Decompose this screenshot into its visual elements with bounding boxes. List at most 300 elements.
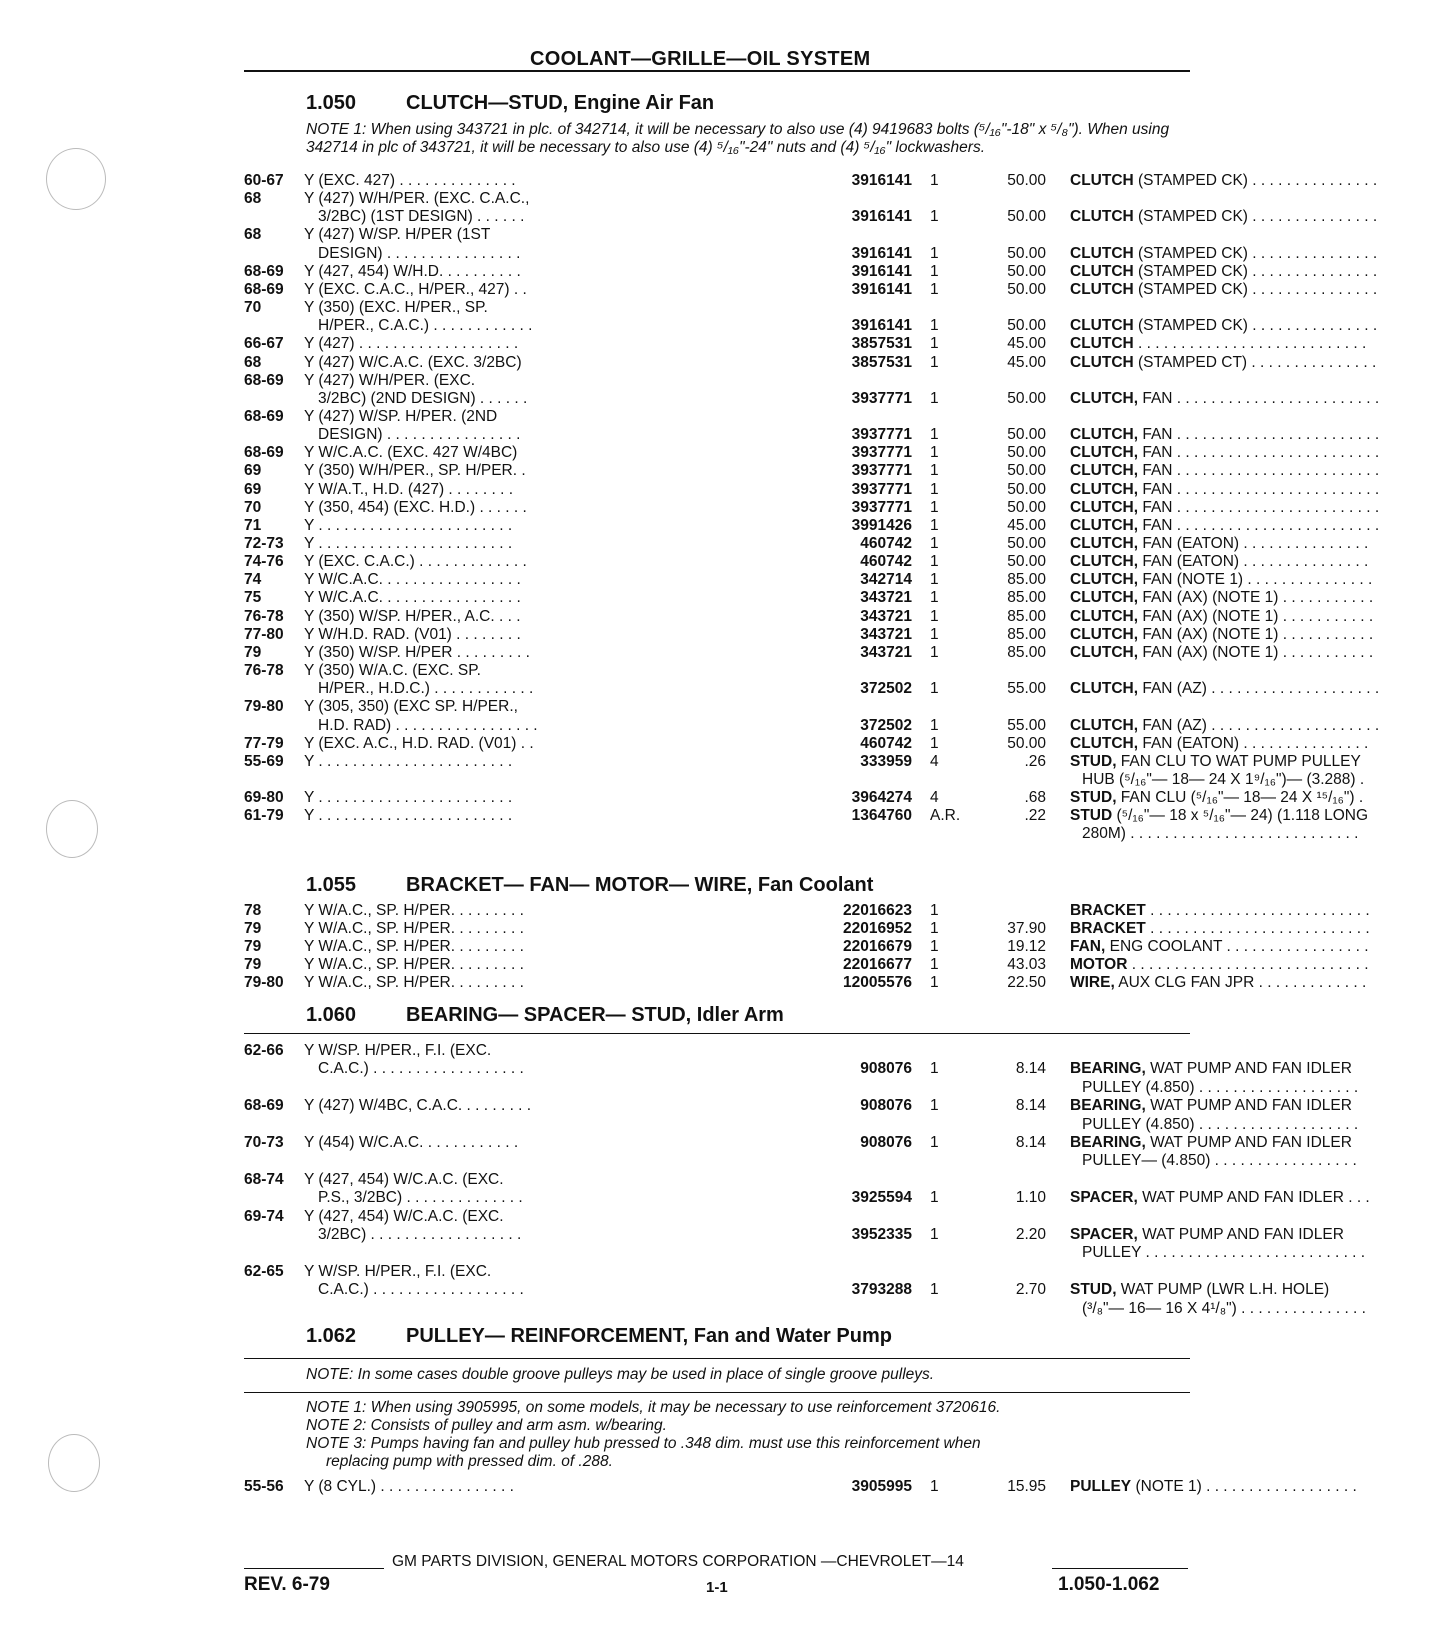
part-name-cont: 280M) . . . . . . . . . . . . . . . . . . . . . . . . . . . <box>1082 825 1359 843</box>
part-name-detail: WAT PUMP AND FAN IDLER <box>1145 1097 1352 1115</box>
parts-row <box>244 1134 1352 1153</box>
application-description: Y (427) W/H/PER. (EXC. <box>304 371 476 389</box>
footer-rule-right <box>1052 1568 1188 1569</box>
quantity: 1 <box>930 426 939 444</box>
footer-rule-left <box>244 1568 384 1569</box>
part-name-detail: FAN CLU (⁵/₁₆"— 18— 24 X ¹⁵/₁₆") . <box>1116 789 1364 807</box>
part-name <box>1070 535 1436 553</box>
price: .22 <box>1024 807 1046 825</box>
parts-row <box>244 571 1373 590</box>
model-years: 55-56 <box>244 1478 284 1495</box>
price: 50.00 <box>1007 280 1046 298</box>
part-name-detail: FAN . . . . . . . . . . . . . . . . . . . . . . . . <box>1138 498 1380 516</box>
price: 50.00 <box>1007 208 1046 226</box>
part-name-keyword: BRACKET <box>1070 920 1146 938</box>
part-number: 3916141 <box>851 317 912 335</box>
price: .26 <box>1024 752 1046 770</box>
price: 85.00 <box>1007 571 1046 589</box>
parts-row <box>244 1078 1359 1098</box>
part-name <box>1070 1189 1436 1207</box>
application-description: Y (350) (EXC. H/PER., SP. <box>304 299 488 317</box>
quantity: 1 <box>930 716 939 734</box>
application-description: Y (EXC. C.A.C., H/PER., 427) . . <box>304 280 527 298</box>
application-description-cont: 3/2BC) . . . . . . . . . . . . . . . . . . <box>318 1226 522 1243</box>
section-1062-rule-a <box>244 1358 1190 1359</box>
model-years: 79 <box>244 938 262 956</box>
quantity: 1 <box>930 956 939 974</box>
part-name-detail: FAN (AX) (NOTE 1) . . . . . . . . . . . <box>1138 589 1374 607</box>
part-name-keyword: CLUTCH, <box>1070 444 1139 462</box>
part-name-keyword: CLUTCH <box>1070 280 1134 298</box>
part-name-keyword: CLUTCH, <box>1070 389 1139 407</box>
part-number: 12005576 <box>843 974 912 992</box>
part-name-keyword: CLUTCH, <box>1070 462 1139 480</box>
quantity: 1 <box>930 444 939 462</box>
application-description-cont: H/PER., H.D.C.) . . . . . . . . . . . . <box>318 680 534 698</box>
part-number: 343721 <box>860 643 912 661</box>
model-years: 61-79 <box>244 807 284 825</box>
model-years: 68-69 <box>244 371 284 389</box>
part-name-keyword: PULLEY <box>1070 1478 1132 1495</box>
part-number: 3964274 <box>851 789 912 807</box>
parts-row <box>244 1226 1344 1245</box>
part-name <box>1070 390 1436 408</box>
quantity: 1 <box>930 974 939 992</box>
part-number: 460742 <box>860 553 912 571</box>
part-number: 3916141 <box>851 280 912 298</box>
parts-row <box>244 1115 1359 1135</box>
part-name-keyword: CLUTCH, <box>1070 553 1139 571</box>
application-description: Y W/SP. H/PER., F.I. (EXC. <box>304 1262 492 1280</box>
part-number: 3857531 <box>851 353 912 371</box>
section-number: 1.055 <box>306 874 357 896</box>
part-name-detail: (STAMPED CK) . . . . . . . . . . . . . . . <box>1133 244 1378 262</box>
part-name-keyword: STUD, <box>1070 1281 1117 1299</box>
part-name-keyword: CLUTCH, <box>1070 589 1139 607</box>
part-number: 372502 <box>860 680 912 698</box>
part-name <box>1070 1060 1436 1078</box>
part-number: 3937771 <box>851 444 912 462</box>
price: 50.00 <box>1007 389 1046 407</box>
model-years: 55-69 <box>244 752 284 770</box>
section-1062-rule-b <box>244 1392 1190 1393</box>
part-number: 908076 <box>860 1060 912 1078</box>
part-name-keyword: CLUTCH, <box>1070 607 1139 625</box>
part-number: 22016952 <box>843 920 912 938</box>
model-years: 75 <box>244 589 262 607</box>
application-description-cont: C.A.C.) . . . . . . . . . . . . . . . . . . <box>318 1060 524 1078</box>
parts-row <box>244 535 1369 554</box>
quantity: A.R. <box>930 807 961 825</box>
part-name-keyword: CLUTCH, <box>1070 571 1139 589</box>
part-number: 342714 <box>860 571 912 589</box>
part-number: 22016677 <box>843 956 912 974</box>
part-name-keyword: SPACER, <box>1070 1189 1138 1207</box>
parts-row <box>244 938 1369 957</box>
parts-row <box>244 498 1380 518</box>
application-description: Y (427) W/SP. H/PER. (2ND <box>304 407 498 425</box>
part-name-keyword: STUD, <box>1070 752 1117 770</box>
part-name <box>1070 1097 1436 1115</box>
model-years: 79 <box>244 643 262 661</box>
price: 85.00 <box>1007 643 1046 661</box>
parts-row <box>244 643 1374 663</box>
part-name-detail: . . . . . . . . . . . . . . . . . . . . . . . . . . <box>1145 920 1370 938</box>
model-years: 70 <box>244 299 262 317</box>
part-name-detail: . . . . . . . . . . . . . . . . . . . . . . . . . . . <box>1133 335 1367 353</box>
part-name-keyword: CLUTCH, <box>1070 498 1139 516</box>
part-name-detail: AUX CLG FAN JPR . . . . . . . . . . . . . <box>1114 974 1367 992</box>
part-name-detail: (STAMPED CK) . . . . . . . . . . . . . . . <box>1133 262 1378 280</box>
part-name-detail: FAN . . . . . . . . . . . . . . . . . . . . . . . . <box>1138 462 1380 480</box>
section-number: 1.062 <box>306 1325 357 1347</box>
application-description-cont: DESIGN) . . . . . . . . . . . . . . . . <box>318 244 521 262</box>
part-name-keyword: CLUTCH <box>1070 172 1134 189</box>
application-description: Y (350) W/SP. H/PER., A.C. . . . <box>304 607 521 625</box>
part-name <box>1070 938 1436 956</box>
price: 50.00 <box>1007 480 1046 498</box>
part-name <box>1070 317 1436 335</box>
quantity: 1 <box>930 480 939 498</box>
quantity: 4 <box>930 752 939 770</box>
part-number: 3937771 <box>851 389 912 407</box>
section-heading: CLUTCH—STUD, Engine Air Fan <box>406 92 715 114</box>
model-years: 74-76 <box>244 553 284 571</box>
part-name <box>1070 462 1436 480</box>
punch-hole-top <box>46 148 106 210</box>
part-name-keyword: CLUTCH, <box>1070 480 1139 498</box>
application-description-cont: 3/2BC) (2ND DESIGN) . . . . . . <box>318 389 528 407</box>
application-description: Y (305, 350) (EXC SP. H/PER., <box>304 698 518 716</box>
part-name-detail: FAN . . . . . . . . . . . . . . . . . . . . . . . . <box>1138 426 1380 444</box>
application-description: Y W/A.C., SP. H/PER. . . . . . . . . <box>304 974 524 992</box>
price: 2.70 <box>1015 1281 1046 1299</box>
model-years: 69-80 <box>244 789 284 807</box>
section-1050-note: NOTE 1: When using 343721 in plc. of 342714, it will be necessary to also use (4) 9419683 bolts (⁵/₁₆"-18" x ⁵/₈"). When using 342714 in plc of 343721, it will be necessary to also use (4) ⁵/₁₆"-24" nuts and (4) ⁵/₁₆" lockwashers. <box>306 121 1170 156</box>
model-years: 69 <box>244 462 262 480</box>
application-description: Y W/A.C., SP. H/PER. . . . . . . . . <box>304 920 524 938</box>
header-rule <box>244 70 1190 72</box>
part-name <box>1070 354 1436 372</box>
parts-row <box>244 589 1374 608</box>
model-years: 66-67 <box>244 335 284 353</box>
price: 50.00 <box>1007 426 1046 444</box>
application-description: Y W/A.C., SP. H/PER. . . . . . . . . <box>304 938 524 956</box>
part-name-detail: (STAMPED CK) . . . . . . . . . . . . . . . <box>1133 208 1378 226</box>
price: 15.95 <box>1007 1478 1046 1495</box>
price: .68 <box>1024 789 1046 807</box>
part-name-keyword: CLUTCH <box>1070 208 1134 226</box>
part-number: 343721 <box>860 625 912 643</box>
application-description: Y . . . . . . . . . . . . . . . . . . . . . . . <box>304 516 513 534</box>
model-years: 76-78 <box>244 662 284 680</box>
application-description: Y (427) . . . . . . . . . . . . . . . . . . . <box>304 335 519 353</box>
parts-row <box>244 226 1190 245</box>
model-years: 68-69 <box>244 262 284 280</box>
quantity: 1 <box>930 1478 939 1495</box>
parts-row <box>244 716 1380 736</box>
part-name-detail: FAN . . . . . . . . . . . . . . . . . . . . . . . . <box>1138 389 1380 407</box>
model-years: 76-78 <box>244 607 284 625</box>
part-name <box>1070 553 1436 571</box>
section-1050-title <box>306 92 714 115</box>
part-number: 372502 <box>860 716 912 734</box>
part-name-detail: FAN (EATON) . . . . . . . . . . . . . . . <box>1138 734 1369 752</box>
price: 19.12 <box>1007 938 1046 956</box>
punch-hole-middle <box>46 800 98 858</box>
quantity: 1 <box>930 1226 939 1243</box>
section-1062-note-general: NOTE: In some cases double groove pulleys may be used in place of single groove pulleys. <box>306 1366 935 1383</box>
part-name-keyword: BEARING, <box>1070 1097 1146 1115</box>
parts-row <box>244 662 1190 681</box>
part-number: 1364760 <box>851 807 912 825</box>
parts-row <box>244 789 1364 808</box>
part-name <box>1070 1281 1436 1299</box>
quantity: 1 <box>930 353 939 371</box>
parts-row <box>244 317 1378 336</box>
model-years: 72-73 <box>244 535 284 552</box>
section-heading: PULLEY— REINFORCEMENT, Fan and Water Pump <box>406 1325 892 1347</box>
parts-row <box>244 408 1190 427</box>
part-name-detail: (STAMPED CT) . . . . . . . . . . . . . . . <box>1133 353 1377 371</box>
application-description: Y (427) W/SP. H/PER (1ST <box>304 226 491 244</box>
application-description: Y . . . . . . . . . . . . . . . . . . . . . . . <box>304 752 513 770</box>
part-name-detail: FAN (AX) (NOTE 1) . . . . . . . . . . . <box>1138 625 1374 643</box>
application-description: Y (EXC. 427) . . . . . . . . . . . . . . <box>304 172 516 189</box>
model-years: 70-73 <box>244 1134 284 1151</box>
parts-row <box>244 752 1361 772</box>
model-years: 79-80 <box>244 698 284 716</box>
parts-row <box>244 426 1380 445</box>
price: 2.20 <box>1015 1226 1046 1243</box>
model-years: 69-74 <box>244 1207 284 1225</box>
application-description: Y W/H.D. RAD. (V01) . . . . . . . . <box>304 625 521 643</box>
part-name <box>1070 571 1436 589</box>
price: 1.10 <box>1015 1189 1046 1207</box>
model-years: 68-69 <box>244 407 284 425</box>
part-name-detail: WAT PUMP AND FAN IDLER . . . <box>1137 1189 1370 1207</box>
quantity: 1 <box>930 643 939 661</box>
parts-row <box>244 1171 1190 1190</box>
application-description: Y (350, 454) (EXC. H.D.) . . . . . . <box>304 498 527 516</box>
price: 55.00 <box>1007 716 1046 734</box>
quantity: 1 <box>930 938 939 956</box>
part-name-detail: FAN (AX) (NOTE 1) . . . . . . . . . . . <box>1138 607 1374 625</box>
parts-row <box>244 1042 1190 1061</box>
part-name <box>1070 956 1436 974</box>
parts-row <box>244 480 1380 500</box>
parts-row <box>244 335 1367 354</box>
part-name <box>1070 589 1436 607</box>
part-name-detail: WAT PUMP AND FAN IDLER <box>1137 1226 1344 1243</box>
part-name-keyword: CLUTCH, <box>1070 716 1139 734</box>
section-1062-note-3-cont: replacing pump with pressed dim. of .288. <box>326 1453 613 1470</box>
part-name-detail: FAN . . . . . . . . . . . . . . . . . . . . . . . . <box>1138 480 1380 498</box>
section-1062-title <box>306 1325 892 1348</box>
part-number: 908076 <box>860 1134 912 1151</box>
application-description-cont: DESIGN) . . . . . . . . . . . . . . . . <box>318 426 521 444</box>
part-name <box>1070 172 1436 190</box>
parts-row <box>244 172 1378 191</box>
parts-row <box>244 1299 1366 1319</box>
part-name <box>1070 245 1436 263</box>
part-name <box>1070 902 1436 920</box>
application-description-cont: P.S., 3/2BC) . . . . . . . . . . . . . . <box>318 1189 523 1207</box>
part-name-detail: ENG COOLANT . . . . . . . . . . . . . . . . . <box>1105 938 1369 956</box>
application-description: Y W/C.A.C. (EXC. 427 W/4BC) <box>304 444 518 462</box>
part-name <box>1070 281 1436 299</box>
part-name <box>1070 735 1436 753</box>
application-description: Y (8 CYL.) . . . . . . . . . . . . . . . . <box>304 1478 514 1495</box>
part-name-keyword: CLUTCH <box>1070 335 1134 353</box>
price: 55.00 <box>1007 680 1046 698</box>
parts-row <box>244 974 1367 993</box>
part-name-cont: PULLEY (4.850) . . . . . . . . . . . . . . . . . . . <box>1082 1078 1359 1096</box>
model-years: 62-65 <box>244 1262 284 1280</box>
price: 50.00 <box>1007 734 1046 752</box>
part-name-keyword: CLUTCH, <box>1070 516 1139 534</box>
application-description: Y (350) W/SP. H/PER . . . . . . . . . <box>304 643 530 661</box>
part-number: 908076 <box>860 1097 912 1115</box>
part-number: 3937771 <box>851 498 912 516</box>
model-years: 74 <box>244 571 262 589</box>
quantity: 1 <box>930 262 939 280</box>
part-name <box>1070 753 1436 771</box>
parts-row <box>244 372 1190 391</box>
price: 8.14 <box>1015 1134 1046 1151</box>
parts-row <box>244 190 1190 209</box>
quantity: 1 <box>930 607 939 625</box>
parts-row <box>244 353 1377 373</box>
part-name-keyword: CLUTCH <box>1070 317 1134 335</box>
application-description: Y (427) W/C.A.C. (EXC. 3/2BC) <box>304 353 522 371</box>
part-name-keyword: CLUTCH, <box>1070 535 1139 552</box>
parts-row <box>244 680 1380 699</box>
part-number: 343721 <box>860 589 912 607</box>
quantity: 1 <box>930 571 939 589</box>
part-name-detail: FAN CLU TO WAT PUMP PULLEY <box>1116 752 1361 770</box>
parts-row <box>244 625 1374 645</box>
part-name-cont: PULLEY (4.850) . . . . . . . . . . . . . . . . . . . <box>1082 1115 1359 1133</box>
part-number: 3793288 <box>851 1281 912 1299</box>
parts-row <box>244 734 1369 754</box>
part-number: 343721 <box>860 607 912 625</box>
section-1062-note-2: NOTE 2: Consists of pulley and arm asm. w/bearing. <box>306 1417 667 1434</box>
section-1062-note-1: NOTE 1: When using 3905995, on some models, it may be necessary to use reinforcement 3720616. <box>306 1399 1001 1416</box>
part-name <box>1070 717 1436 735</box>
application-description: Y W/A.T., H.D. (427) . . . . . . . . <box>304 480 514 498</box>
punch-hole-bottom <box>48 1434 100 1492</box>
quantity: 1 <box>930 535 939 552</box>
part-number: 3916141 <box>851 172 912 189</box>
part-name-keyword: MOTOR <box>1070 956 1128 974</box>
part-name <box>1070 1226 1436 1244</box>
part-name <box>1070 920 1436 938</box>
part-name-keyword: FAN, <box>1070 938 1106 956</box>
application-description: Y (427, 454) W/C.A.C. (EXC. <box>304 1207 504 1225</box>
part-number: 22016623 <box>843 902 912 919</box>
part-name-detail: . . . . . . . . . . . . . . . . . . . . . . . . . . . . <box>1127 956 1369 974</box>
part-name <box>1070 680 1436 698</box>
quantity: 1 <box>930 208 939 226</box>
part-name-detail: FAN (NOTE 1) . . . . . . . . . . . . . . . <box>1138 571 1373 589</box>
parts-row <box>244 1097 1352 1116</box>
parts-row <box>244 1263 1190 1282</box>
model-years: 79 <box>244 920 262 938</box>
quantity: 1 <box>930 734 939 752</box>
quantity: 1 <box>930 280 939 298</box>
part-number: 3937771 <box>851 426 912 444</box>
parts-row <box>244 807 1369 826</box>
part-name-keyword: CLUTCH, <box>1070 643 1139 661</box>
price: 50.00 <box>1007 262 1046 280</box>
part-number: 3857531 <box>851 335 912 353</box>
quantity: 1 <box>930 335 939 353</box>
model-years: 68 <box>244 226 262 244</box>
model-years: 77-80 <box>244 625 284 643</box>
quantity: 1 <box>930 1134 939 1151</box>
quantity: 1 <box>930 680 939 698</box>
parts-row <box>244 1208 1190 1227</box>
application-description: Y (EXC. C.A.C.) . . . . . . . . . . . . . <box>304 553 527 571</box>
part-name-detail: WAT PUMP AND FAN IDLER <box>1145 1060 1352 1078</box>
part-name <box>1070 807 1436 825</box>
part-name-keyword: CLUTCH <box>1070 262 1134 280</box>
price: 8.14 <box>1015 1060 1046 1078</box>
page-number: 1-1 <box>706 1579 728 1596</box>
parts-row <box>244 262 1378 282</box>
part-name <box>1070 644 1436 662</box>
price: 45.00 <box>1007 353 1046 371</box>
model-years: 79-80 <box>244 974 284 992</box>
part-name-keyword: STUD, <box>1070 789 1117 807</box>
price: 45.00 <box>1007 335 1046 353</box>
quantity: 1 <box>930 902 939 919</box>
part-number: 3937771 <box>851 480 912 498</box>
price: 22.50 <box>1007 974 1046 992</box>
part-number: 3991426 <box>851 516 912 534</box>
quantity: 1 <box>930 553 939 571</box>
application-description: Y (427) W/H/PER. (EXC. C.A.C., <box>304 190 530 208</box>
section-number: 1.060 <box>306 1004 357 1026</box>
application-description: Y (350) W/A.C. (EXC. SP. <box>304 662 481 680</box>
model-years: 68 <box>244 190 262 208</box>
quantity: 4 <box>930 789 939 807</box>
price: 45.00 <box>1007 516 1046 534</box>
part-name-detail: (NOTE 1) . . . . . . . . . . . . . . . . . . <box>1131 1478 1357 1495</box>
part-name-detail: (STAMPED CK) . . . . . . . . . . . . . . . <box>1133 317 1378 335</box>
price: 50.00 <box>1007 553 1046 571</box>
part-name-keyword: BEARING, <box>1070 1134 1146 1151</box>
part-name-keyword: BRACKET <box>1070 902 1146 919</box>
part-name-keyword: SPACER, <box>1070 1226 1138 1243</box>
application-description: Y . . . . . . . . . . . . . . . . . . . . . . . <box>304 807 513 825</box>
application-description: Y W/C.A.C. . . . . . . . . . . . . . . . . <box>304 589 521 607</box>
model-years: 70 <box>244 498 262 516</box>
parts-row <box>244 1152 1357 1171</box>
parts-row <box>244 1281 1330 1300</box>
part-name-keyword: CLUTCH, <box>1070 680 1139 698</box>
application-description: Y (427, 454) W/H.D. . . . . . . . . . <box>304 262 521 280</box>
application-description: Y . . . . . . . . . . . . . . . . . . . . . . . <box>304 535 513 552</box>
price: 43.03 <box>1007 956 1046 974</box>
parts-row <box>244 1189 1370 1208</box>
part-number: 3905995 <box>851 1478 912 1495</box>
part-name-detail: FAN (EATON) . . . . . . . . . . . . . . . <box>1138 535 1369 552</box>
part-name-keyword: CLUTCH <box>1070 244 1134 262</box>
part-name <box>1070 499 1436 517</box>
part-name-keyword: CLUTCH, <box>1070 734 1139 752</box>
